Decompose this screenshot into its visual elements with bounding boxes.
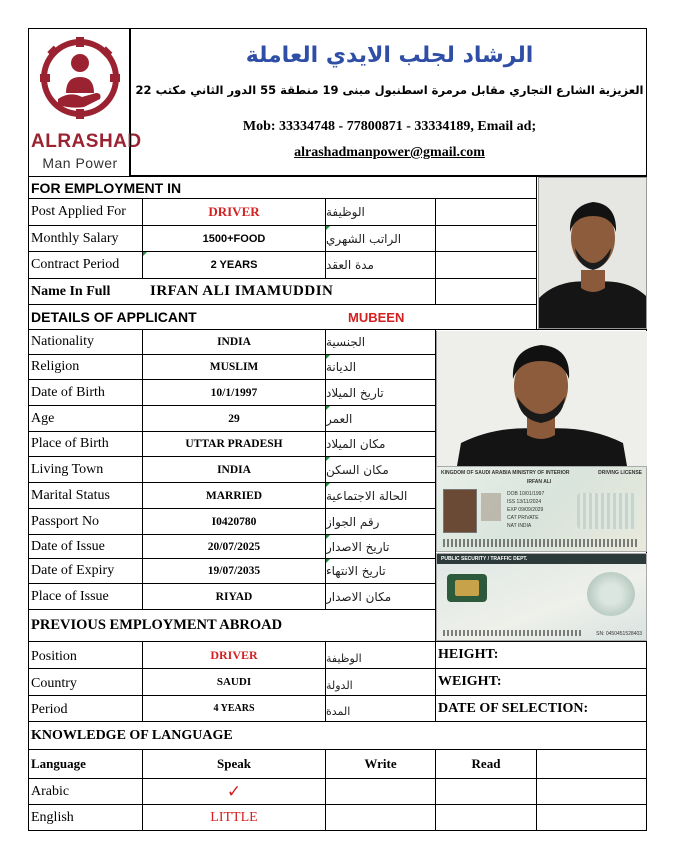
logo-subtitle: Man Power <box>42 155 118 171</box>
issue-place-arabic: مكان الاصدار <box>326 589 392 604</box>
birthplace-label: Place of Birth <box>31 436 109 451</box>
prev-period-value: 4 YEARS <box>213 703 255 714</box>
dob-arabic: تاريخ الميلاد <box>326 385 384 400</box>
prev-country-value: SAUDI <box>216 676 252 688</box>
employment-section-title: FOR EMPLOYMENT IN <box>31 179 182 196</box>
marital-arabic: الحالة الاجتماعية <box>326 488 408 503</box>
logo-name: ALRASHAD <box>31 131 142 152</box>
arabic-speak-cell <box>143 779 325 804</box>
license-back-title: PUBLIC SECURITY / TRAFFIC DEPT. <box>441 556 528 562</box>
marital-value: MARRIED <box>205 489 263 502</box>
gear-person-logo-icon <box>30 33 130 133</box>
age-arabic: العمر <box>326 411 353 426</box>
mobile-numbers: Mob: 33334748 - 77800871 - 33334189, Email ad; <box>242 119 537 134</box>
passport-value: I0420780 <box>211 515 257 528</box>
write-header: Write <box>364 756 397 771</box>
license-header-left: KINGDOM OF SAUDI ARABIA MINISTRY OF INTERIOR <box>441 470 570 476</box>
language-header: Language <box>31 756 86 771</box>
height-label: HEIGHT: <box>438 647 499 662</box>
expiry-date-arabic: تاريخ الانتهاء <box>326 564 386 578</box>
license-barcode <box>443 539 638 547</box>
applicant-photo-large <box>436 331 647 466</box>
driving-license-back <box>436 553 647 641</box>
passport-arabic: رقم الجواز <box>326 514 380 529</box>
name-label: Name In Full <box>31 283 111 299</box>
prev-period-arabic: المدة <box>326 704 351 718</box>
prev-period-label: Period <box>31 702 68 717</box>
license-iss: ISS 13/11/2024 <box>507 499 542 505</box>
license-ghost-photo <box>481 493 501 521</box>
living-town-arabic: مكان السكن <box>326 462 389 477</box>
prev-country-label: Country <box>31 676 77 691</box>
license-type: CAT PRIVATE <box>507 515 539 521</box>
salary-value: 1500+FOOD <box>202 232 266 245</box>
religion-arabic: الديانة <box>326 360 357 374</box>
dob-label: Date of Birth <box>31 384 105 400</box>
religion-value: MUSLIM <box>209 361 259 373</box>
expiry-date-label: Date of Expiry <box>31 563 115 578</box>
age-label: Age <box>31 410 55 426</box>
company-logo <box>28 28 142 176</box>
birthplace-arabic: مكان الميلاد <box>326 437 386 451</box>
weight-label: WEIGHT: <box>438 674 502 689</box>
company-name-arabic: الرشاد لجلب الايدي العاملة <box>245 43 534 68</box>
selection-date-label: DATE OF SELECTION: <box>438 700 589 716</box>
issue-date-label: Date of Issue <box>31 538 105 554</box>
license-photo <box>443 489 477 533</box>
license-pattern <box>577 493 637 529</box>
checkmark-icon: ✓ <box>226 781 242 802</box>
issue-date-arabic: تاريخ الاصدار <box>326 539 390 554</box>
living-town-value: INDIA <box>217 463 251 476</box>
read-header: Read <box>471 756 501 771</box>
company-address-arabic: العزيزية الشارع التجاري مقابل مرمرة اسطنبول مبنى 19 منطقة 55 الدور الثاني مكتب 22 <box>135 83 644 97</box>
license-name: IRFAN ALI <box>527 479 552 485</box>
language-section-title: KNOWLEDGE OF LANGUAGE <box>31 727 233 743</box>
license-emblem <box>587 572 635 616</box>
license-exp: EXP 09/09/2029 <box>507 507 544 513</box>
english-language-label: English <box>31 809 74 825</box>
post-label: Post Applied For <box>31 204 126 219</box>
applicant-section-title: DETAILS OF APPLICANT <box>31 309 197 325</box>
license-nat: NAT INDIA <box>507 523 532 529</box>
license-back-barcode <box>443 630 583 636</box>
english-speak-value: LITTLE <box>210 809 258 825</box>
issue-place-label: Place of Issue <box>31 588 109 604</box>
living-town-label: Living Town <box>31 461 104 477</box>
contract-arabic: مدة العقد <box>326 258 374 272</box>
expiry-date-value: 19/07/2035 <box>207 565 261 577</box>
applicant-photo-small <box>538 177 647 329</box>
nationality-arabic: الجنسية <box>326 335 366 349</box>
license-dob: DOB 10/01/1997 <box>507 491 545 497</box>
prev-position-arabic: الوظيفة <box>326 651 362 665</box>
contract-value: 2 YEARS <box>210 259 258 271</box>
birthplace-value: UTTAR PRADESH <box>185 438 283 450</box>
company-header <box>130 28 647 176</box>
license-chip <box>447 574 487 602</box>
religion-label: Religion <box>31 359 80 374</box>
driving-license-front <box>436 466 647 552</box>
prev-position-label: Position <box>31 649 77 664</box>
prev-country-arabic: الدولة <box>326 678 353 692</box>
dob-value: 10/1/1997 <box>210 386 258 399</box>
prev-position-value: DRIVER <box>210 647 258 662</box>
license-header-right: DRIVING LICENSE <box>598 470 642 476</box>
contract-label: Contract Period <box>31 257 120 272</box>
nationality-value: INDIA <box>217 336 251 348</box>
email-link[interactable]: alrashadmanpower@gmail.com <box>294 145 485 160</box>
passport-label: Passport No <box>31 513 100 529</box>
arabic-language-label: Arabic <box>31 783 70 799</box>
previous-section-title: PREVIOUS EMPLOYMENT ABROAD <box>31 617 283 633</box>
nationality-label: Nationality <box>31 334 94 349</box>
salary-label: Monthly Salary <box>31 230 119 246</box>
agent-name: MUBEEN <box>348 309 405 325</box>
marital-label: Marital Status <box>31 487 110 503</box>
salary-arabic: الراتب الشهري <box>326 231 402 246</box>
full-name-value: IRFAN ALI IMAMUDDIN <box>150 283 334 299</box>
age-value: 29 <box>228 412 240 425</box>
issue-place-value: RIYAD <box>215 590 253 603</box>
issue-date-value: 20/07/2025 <box>207 540 261 553</box>
post-arabic: الوظيفة <box>326 205 365 219</box>
post-value: DRIVER <box>208 204 260 219</box>
speak-header: Speak <box>217 756 251 771</box>
license-serial: SN: 0450451528403 <box>596 631 642 637</box>
